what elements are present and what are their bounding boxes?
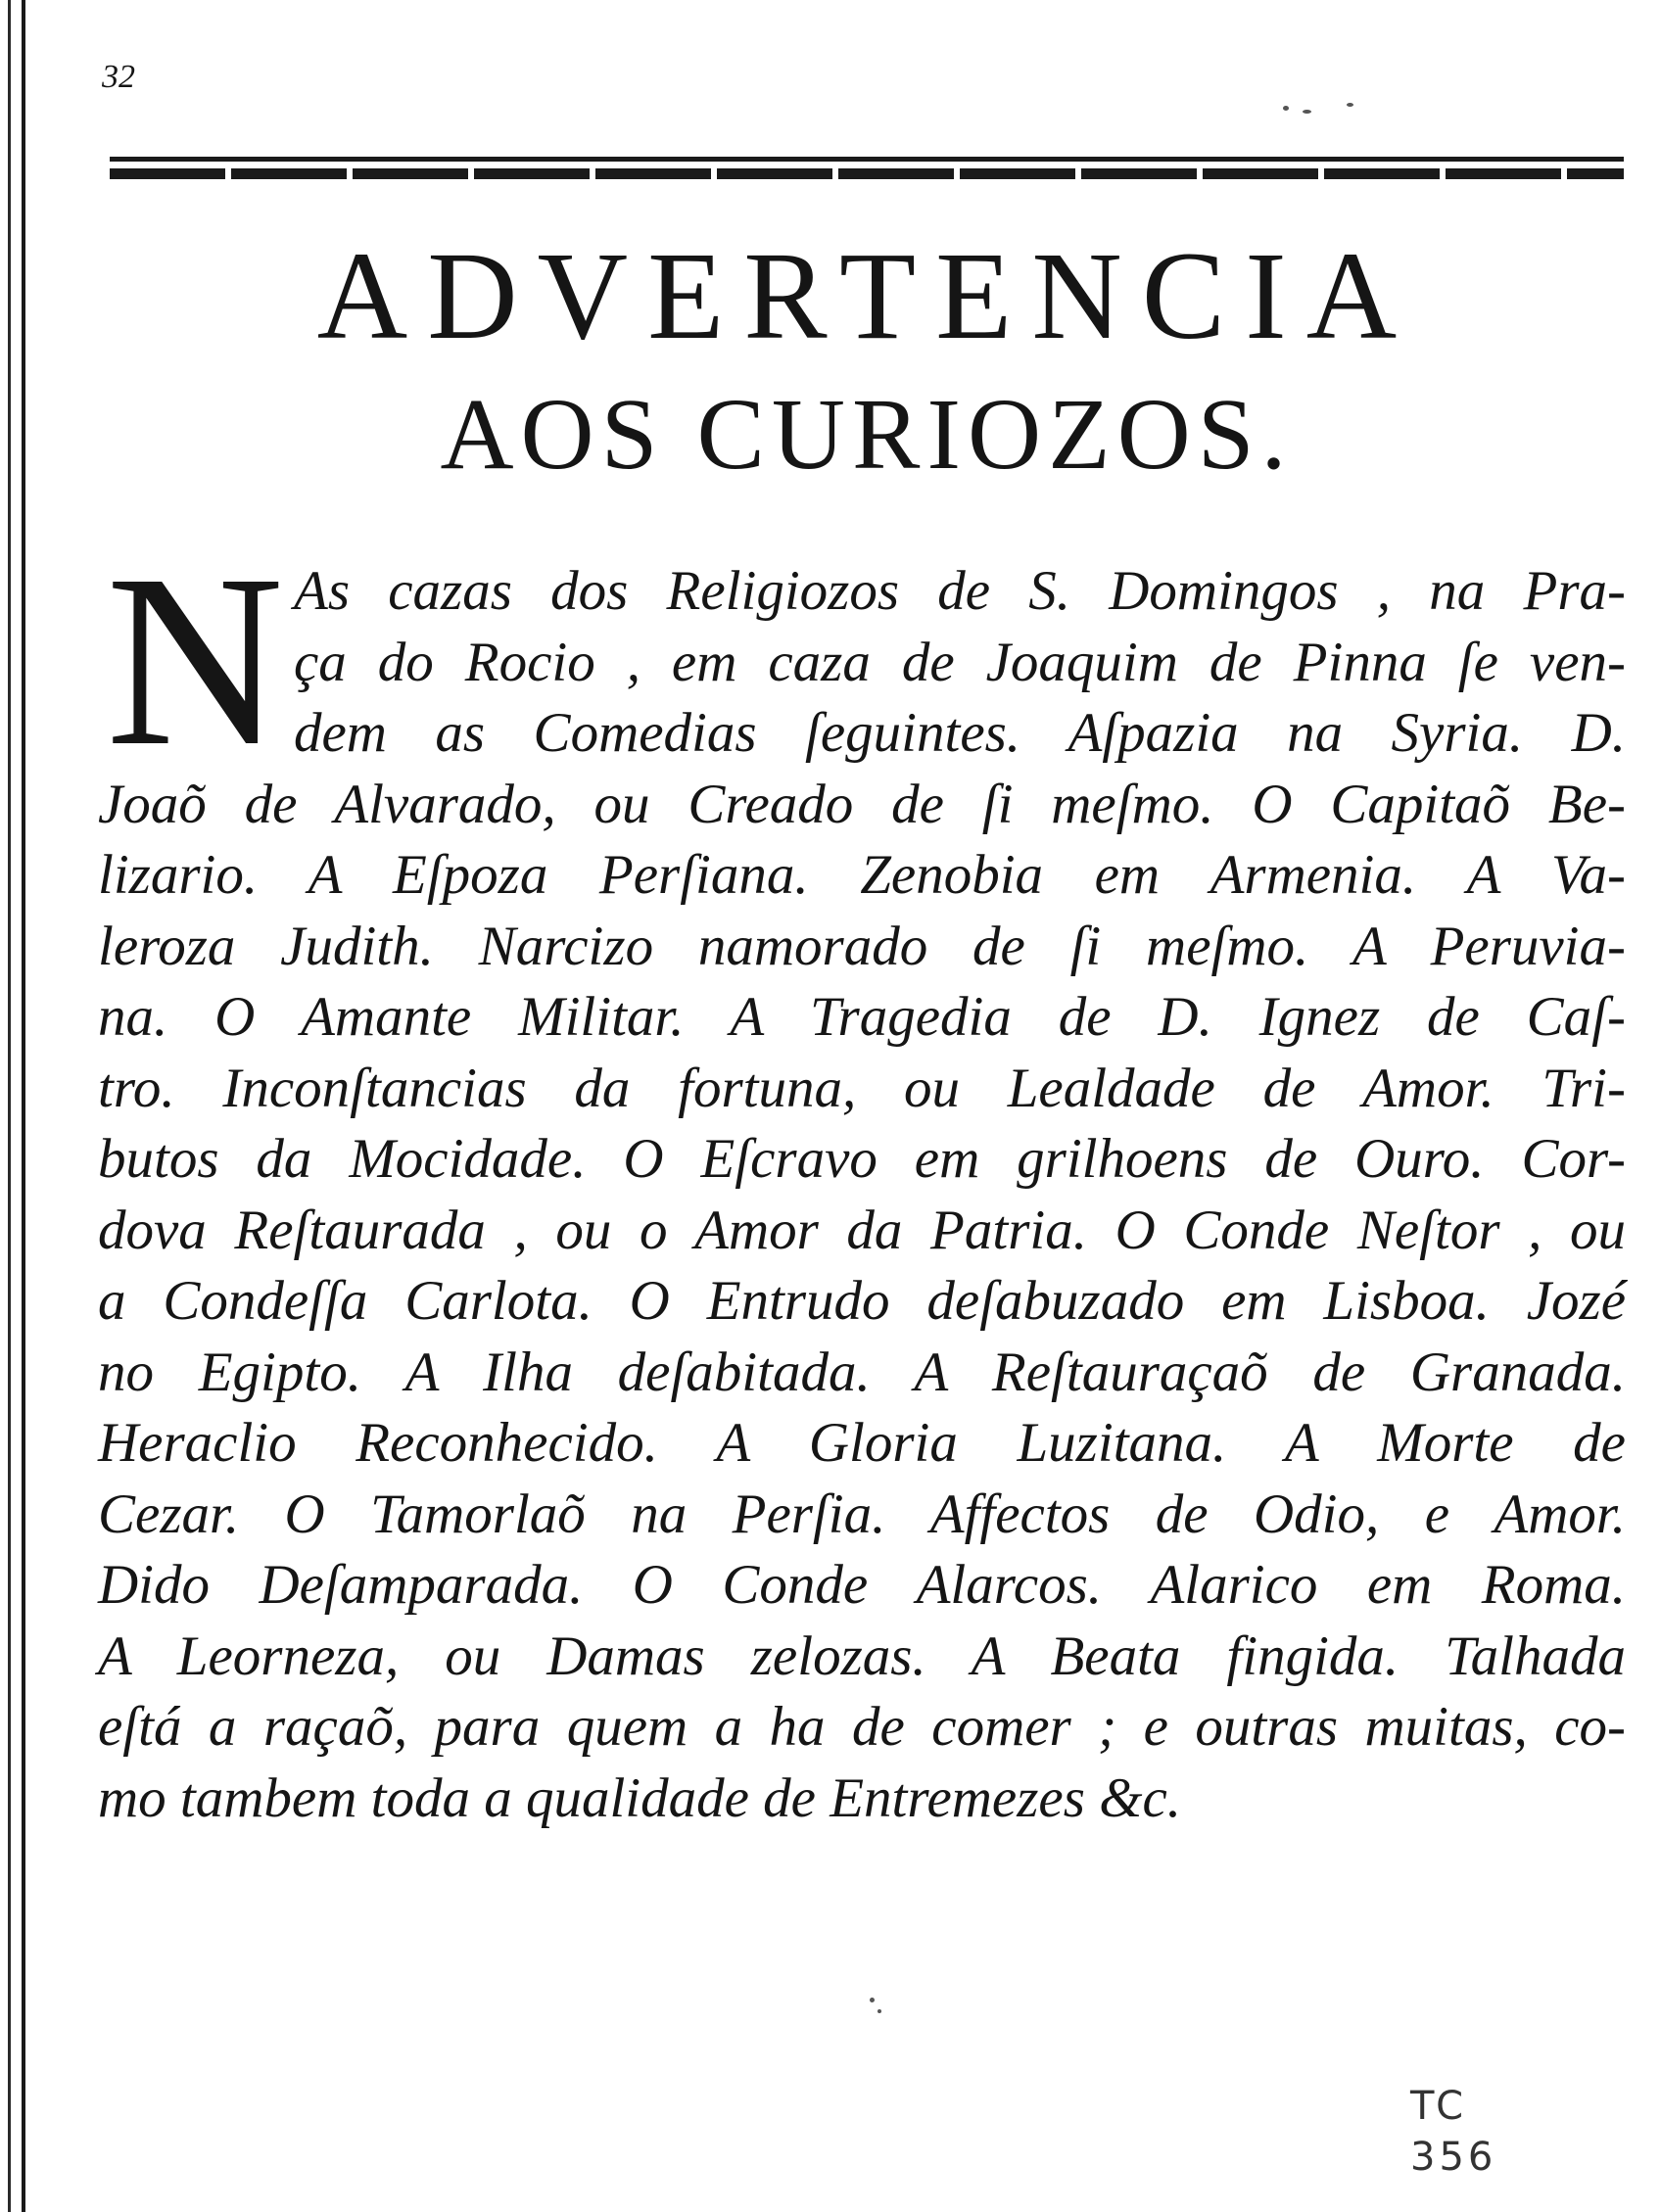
- ink-speck: [1283, 106, 1289, 111]
- text-line: lizario. A Eſpoza Perſiana. Zenobia em Armenia. A Va-: [98, 844, 1626, 906]
- ink-speck: [1347, 103, 1353, 107]
- library-stamp-line-1: TC: [1410, 2084, 1468, 2129]
- text-line: a Condeſſa Carlota. O Entrudo deſabuzado em Lisboa. Jozé: [98, 1270, 1626, 1332]
- text-line: Heraclio Reconhecido. A Gloria Luzitana. A Morte de: [98, 1412, 1626, 1474]
- text-line: A Leorneza, ou Damas zelozas. A Beata fingida. Talhada: [98, 1625, 1626, 1687]
- text-line: As cazas dos Religiozos de S. Domingos , na Pra-: [294, 560, 1626, 622]
- ink-speck: [1303, 110, 1311, 114]
- text-line: ça do Rocio , em caza de Joaquim de Pinna ſe ven-: [294, 632, 1626, 693]
- text-line: mo tambem toda a qualidade de Entremezes &c.: [98, 1767, 1182, 1829]
- text-line: dem as Comedias ſeguintes. Aſpazia na Syria. D.: [294, 702, 1626, 764]
- text-line: no Egipto. A Ilha deſabitada. A Reſtauraçaõ de Granada.: [98, 1341, 1626, 1403]
- ink-speck: [870, 1998, 875, 2002]
- text-line: tro. Inconſtancias da fortuna, ou Lealdade de Amor. Tri-: [98, 1058, 1626, 1119]
- header-rule-thick: [110, 168, 1624, 179]
- library-stamp-line-2: 356: [1410, 2135, 1497, 2180]
- page-title: ADVERTENCIA: [316, 226, 1417, 365]
- text-line: Joaõ de Alvarado, ou Creado de ſi meſmo. O Capitaõ Be-: [98, 774, 1626, 835]
- text-line: Cezar. O Tamorlaõ na Perſia. Affectos de Odio, e Amor.: [98, 1483, 1626, 1545]
- page-number: 32: [102, 59, 135, 95]
- text-line: eſtá a raçaõ, para quem a ha de comer ; e outras muitas, co-: [98, 1696, 1626, 1758]
- drop-cap: N: [106, 523, 284, 797]
- text-line: butos da Mocidade. O Eſcravo em grilhoens de Ouro. Cor-: [98, 1128, 1626, 1190]
- text-line: dova Reſtaurada , ou o Amor da Patria. O Conde Neſtor , ou: [98, 1200, 1626, 1261]
- text-line: leroza Judith. Narcizo namorado de ſi meſmo. A Peruvia-: [98, 916, 1626, 977]
- binding-edge: [0, 0, 25, 2212]
- text-line: na. O Amante Militar. A Tragedia de D. Ignez de Caſ-: [98, 986, 1626, 1048]
- ink-speck: [877, 2009, 881, 2013]
- header-rule-thin: [110, 157, 1624, 162]
- text-line: Dido Deſamparada. O Conde Alarcos. Alarico em Roma.: [98, 1554, 1626, 1616]
- page-subtitle: AOS CURIOZOS.: [440, 378, 1294, 491]
